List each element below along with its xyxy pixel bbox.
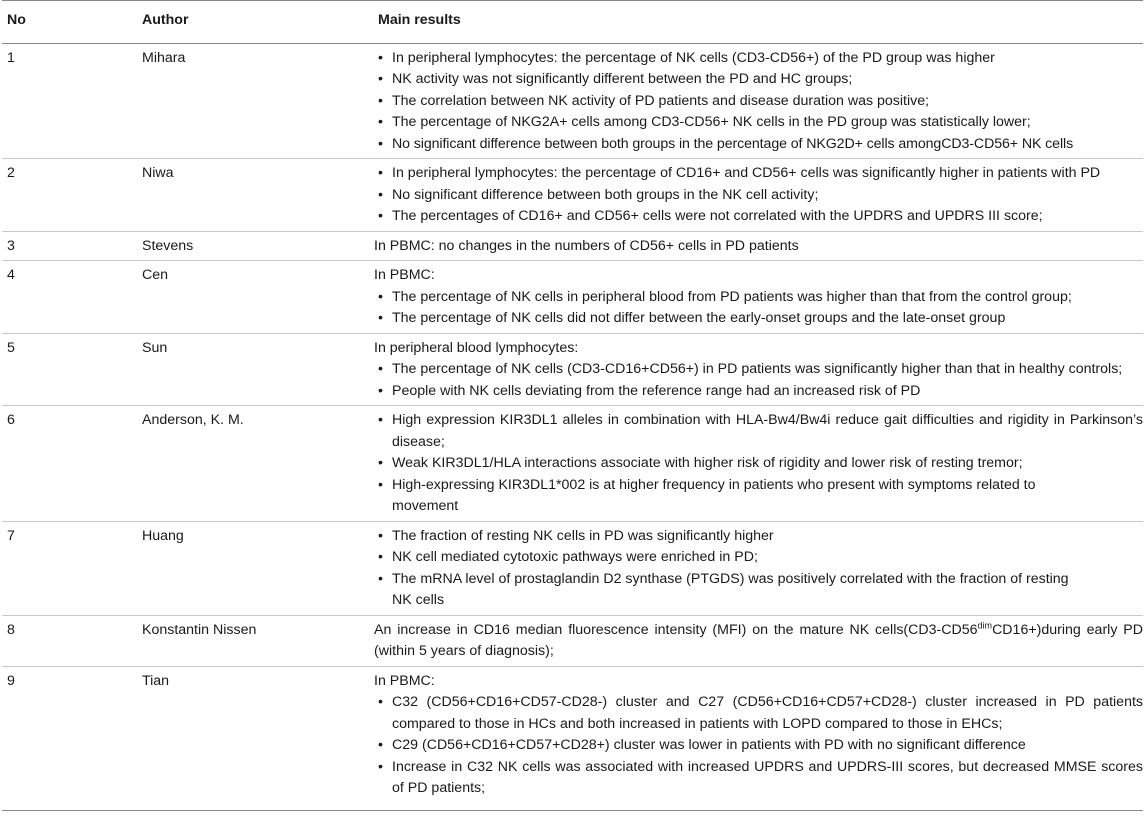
results-list (374, 48, 1143, 156)
table-row (2, 333, 1143, 406)
row-author: Tian (138, 666, 374, 810)
result-intro: In PBMC: no changes in the numbers of CD56+ cells in PD patients (374, 237, 799, 254)
result-intro: In PBMC: (374, 267, 435, 283)
result-bullet: • The percentage of NK cells in peripheral blood from PD patients was higher than that from the control group; (374, 287, 1143, 309)
table-row (2, 666, 1143, 810)
result-intro-text: An increase in CD16 median fluorescence intensity (MFI) on the mature NK cells(CD3-CD56 (374, 621, 978, 638)
table-row (2, 521, 1143, 615)
row-no: 6 (2, 406, 138, 522)
table-row (2, 231, 1143, 261)
row-author: Cen (138, 261, 374, 334)
row-no: 9 (2, 666, 138, 810)
result-bullet: • Increase in C32 NK cells was associated with increased UPDRS and UPDRS-III scores, but decreased MMSE scores of PD patients; (374, 757, 1143, 800)
result-intro-text: CD16+)during early PD (within 5 years of diagnosis); (374, 621, 1143, 659)
row-author: Sun (138, 333, 374, 406)
header-main-results: Main results (374, 1, 1143, 44)
row-author: Konstantin Nissen (138, 615, 374, 666)
result-intro: In PBMC: (374, 672, 435, 689)
result-bullet: • No significant difference between both groups in the NK cell activity; (374, 185, 1143, 207)
row-no: 2 (2, 159, 138, 232)
results-list (374, 526, 1143, 612)
results-list (374, 287, 1143, 330)
table-row (2, 43, 1143, 159)
row-no: 5 (2, 333, 138, 406)
table-row (2, 159, 1143, 232)
row-no: 4 (2, 261, 138, 334)
result-bullet: • No significant difference between both groups in the percentage of NKG2D+ cells amongCD3-CD56+ NK cells (374, 134, 1143, 156)
table-row (2, 615, 1143, 666)
header-author: Author (138, 1, 374, 44)
result-bullet: • The percentage of NKG2A+ cells among CD3-CD56+ NK cells in the PD group was statistically lower; (374, 112, 1143, 134)
result-bullet: • The mRNA level of prostaglandin D2 synthase (PTGDS) was positively correlated with the fraction of resting NK cells (374, 569, 1143, 612)
result-bullet: • The correlation between NK activity of PD patients and disease duration was positive; (374, 91, 1143, 113)
results-list (374, 410, 1143, 518)
row-results (374, 333, 1143, 406)
row-results (374, 666, 1143, 810)
result-intro: In peripheral blood lymphocytes: (374, 339, 579, 356)
row-results (374, 406, 1143, 522)
result-bullet: • High-expressing KIR3DL1*002 is at higher frequency in patients who present with symptoms related to movement (374, 475, 1143, 518)
table-header (2, 1, 1143, 44)
row-no: 3 (2, 231, 138, 261)
result-bullet: • The percentage of NK cells did not differ between the early-onset groups and the late-onset group (374, 308, 1143, 330)
result-bullet: • C32 (CD56+CD16+CD57-CD28-) cluster and C27 (CD56+CD16+CD57+CD28-) cluster increased in PD patients compared to those in HCs and both increased in patients with LOPD compared to those in EHCs; (374, 692, 1143, 735)
result-bullet: • In peripheral lymphocytes: the percentage of CD16+ and CD56+ cells was significantly higher in patients with PD (374, 163, 1143, 185)
result-bullet: • The percentages of CD16+ and CD56+ cells were not correlated with the UPDRS and UPDRS III score; (374, 206, 1143, 228)
header-no: No (2, 1, 138, 44)
superscript-dim: dim (977, 619, 993, 630)
row-author: Huang (138, 521, 374, 615)
result-intro (374, 620, 1143, 663)
results-list (374, 359, 1143, 402)
row-author: Mihara (138, 43, 374, 159)
result-bullet: • C29 (CD56+CD16+CD57+CD28+) cluster was lower in patients with PD with no significant difference (374, 735, 1143, 757)
row-results (374, 521, 1143, 615)
row-results (374, 615, 1143, 666)
row-author: Anderson, K. M. (138, 406, 374, 522)
result-bullet: • The fraction of resting NK cells in PD was significantly higher (374, 526, 1143, 548)
row-results (374, 43, 1143, 159)
row-author: Niwa (138, 159, 374, 232)
results-list (374, 692, 1143, 800)
row-results (374, 159, 1143, 232)
row-no: 7 (2, 521, 138, 615)
table-row (2, 261, 1143, 334)
result-bullet: • In peripheral lymphocytes: the percentage of NK cells (CD3-CD56+) of the PD group was higher (374, 48, 1143, 70)
result-bullet: • NK cell mediated cytotoxic pathways were enriched in PD; (374, 547, 1143, 569)
results-table (2, 0, 1143, 811)
result-bullet: • NK activity was not significantly different between the PD and HC groups; (374, 69, 1143, 91)
result-bullet: • High expression KIR3DL1 alleles in combination with HLA-Bw4/Bw4i reduce gait difficulties and rigidity in Parkinson’s disease; (374, 410, 1143, 453)
row-results (374, 261, 1143, 334)
row-no: 8 (2, 615, 138, 666)
result-bullet: • The percentage of NK cells (CD3-CD16+CD56+) in PD patients was significantly higher than that in healthy controls; (374, 359, 1143, 381)
result-bullet: • Weak KIR3DL1/HLA interactions associate with higher risk of rigidity and lower risk of resting tremor; (374, 453, 1143, 475)
row-author: Stevens (138, 231, 374, 261)
results-list (374, 163, 1143, 228)
row-results (374, 231, 1143, 261)
table-row (2, 406, 1143, 522)
row-no: 1 (2, 43, 138, 159)
result-bullet: • People with NK cells deviating from the reference range had an increased risk of PD (374, 381, 1143, 403)
